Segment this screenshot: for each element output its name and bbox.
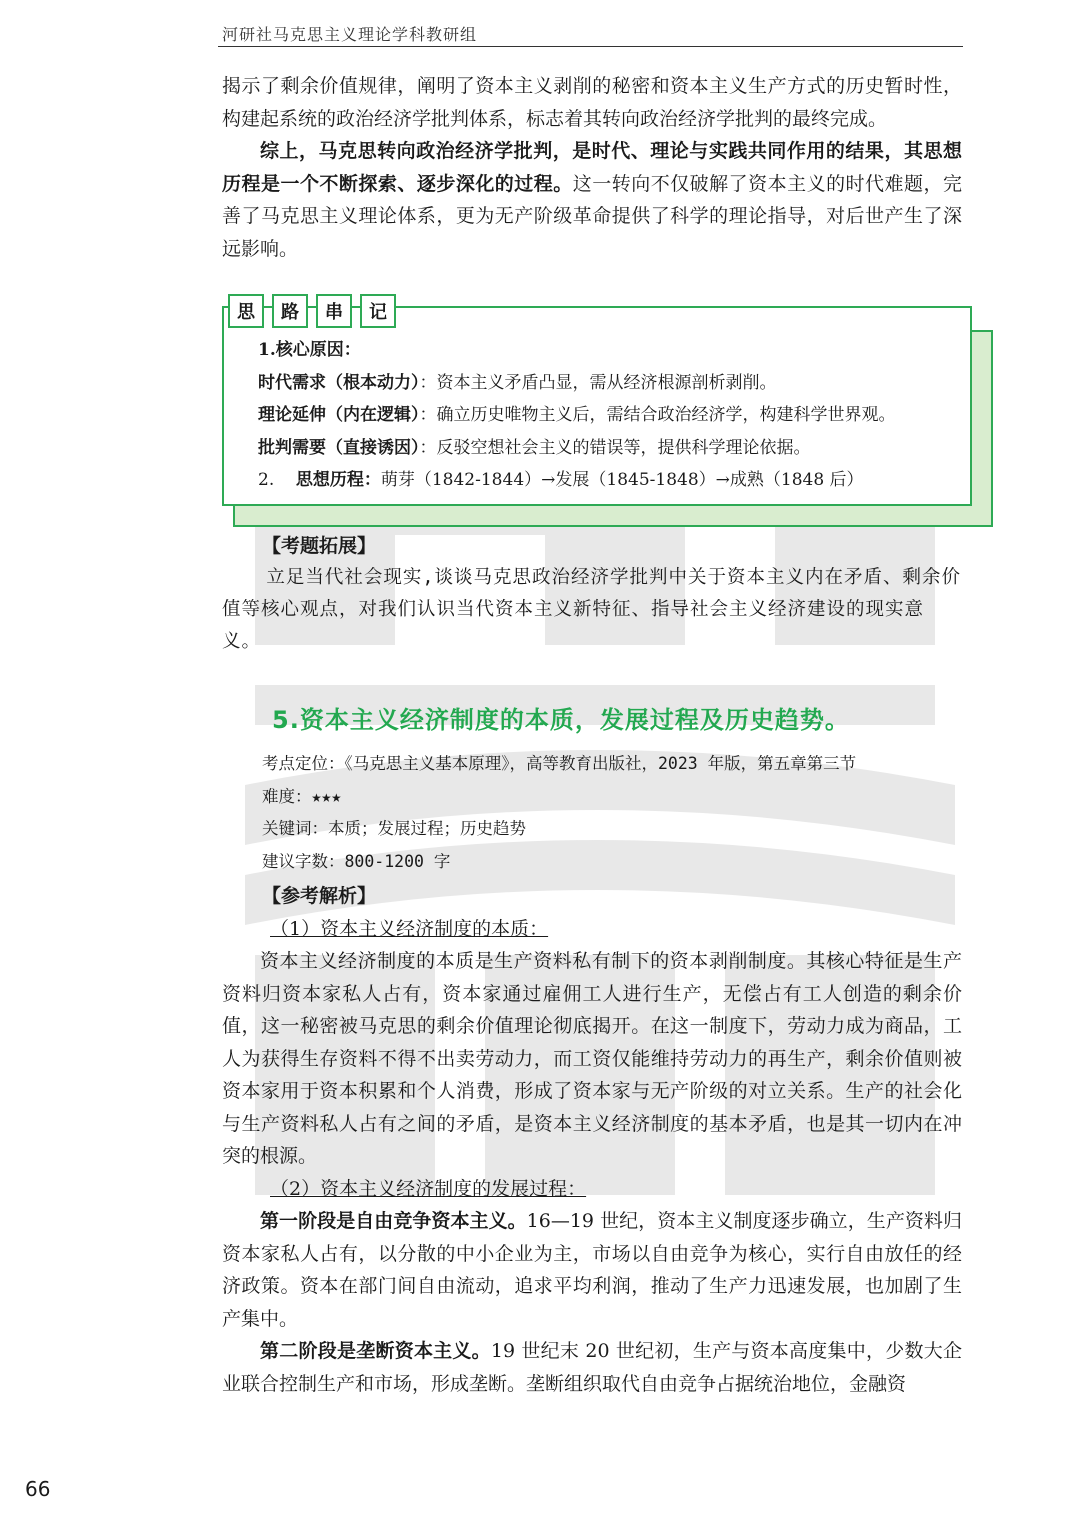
exam-extension-title: 【考题拓展】 [262,535,377,557]
summary-box-tabs [228,294,396,330]
intro-section [222,70,962,265]
question-word-count: 建议字数：800-1200 字 [262,851,451,871]
analysis-stage-1 [222,1205,962,1335]
summary-tab-2: 路 [272,294,308,328]
analysis-subheading-1 [222,913,962,946]
analysis-subheading-2-text: （2）资本主义经济制度的发展过程： [270,1177,587,1200]
summary-item-text: ：确立历史唯物主义后，需结合政治经济学，构建科学世界观。 [419,405,896,425]
stage-2-text: 19 世纪末 20 世纪初，生产与资本高度集中，少数大企业联合控制生产和市场，形成垄断。垄断组织取代自由竞争占据统治地位，金融资 [222,1340,962,1395]
intro-paragraph-2 [222,135,962,265]
intro-paragraph-1: 揭示了剩余价值规律，阐明了资本主义剥削的秘密和资本主义生产方式的历史暂时性，构建起系统的政治经济学批判体系，标志着其转向政治经济学批判的最终完成。 [222,75,962,130]
summary-item-label: 批判需要（直接诱因） [258,437,420,458]
summary-heading: 1.核心原因： [258,340,361,360]
stage-2-label: 第二阶段是垄断资本主义。 [260,1340,491,1362]
summary-tab-3: 串 [316,294,352,328]
analysis-subheading-2 [222,1173,962,1206]
analysis-paragraph-1: 资本主义经济制度的本质是生产资料私有制下的资本剥削制度。其核心特征是生产资料归资本家私人占有，资本家通过雇佣工人进行生产，无偿占有工人创造的剩余价值，这一秘密被马克思的剩余价值理论彻底揭开。在这一制度下，劳动力成为商品，工人为获得生存资料不得不出卖劳动力，而工资仅能维持劳动力的再生产，剩余价值则被资本家用于资本积累和个人消费，形成了资本家与无产阶级的对立关系。生产的社会化与生产资料私人占有之间的矛盾，是资本主义经济制度的基本矛盾，也是其一切内在冲突的根源。 [222,950,962,1167]
summary-item [258,432,968,465]
analysis-title: 【参考解析】 [262,885,377,907]
question-title: 5.资本主义经济制度的本质，发展过程及历史趋势。 [272,706,850,734]
summary-history-label: 思想历程： [295,470,381,490]
stage-1-label: 第一阶段是自由竞争资本主义。 [260,1210,527,1232]
summary-item [258,367,968,400]
summary-history [258,464,968,497]
summary-tab-4: 记 [360,294,396,328]
summary-history-num: 2. [258,470,275,490]
exam-extension-body: 立足当代社会现实,谈谈马克思政治经济学批判中关于资本主义内在矛盾、剩余价值等核心观点，对我们认识当代资本主义新特征、指导社会主义经济建设的现实意义。 [222,567,962,652]
summary-tab-1: 思 [228,294,264,328]
page-number: 66 [25,1477,51,1501]
intro-conclusion-bold: 综上，马克思转向政治经济学批判，是时代、理论与实践共同作用的结果，其思想历程是一个不断探索、逐步深化的过程。 [222,140,962,195]
analysis-stage-2 [222,1335,962,1400]
summary-item [258,399,968,432]
summary-item-label: 时代需求（根本动力） [258,372,420,393]
stage-1-text: 16—19 世纪，资本主义制度逐步确立，生产资料归资本家私人占有，以分散的中小企业为主，市场以自由竞争为核心，实行自由放任的经济政策。资本在部门间自由流动，追求平均利润，推动了生产力迅速发展，也加剧了生产集中。 [222,1210,962,1330]
question-meta [262,748,962,878]
question-keywords: 关键词：本质；发展过程；历史趋势 [262,819,526,838]
summary-box-content [258,334,968,497]
exam-extension [222,530,962,658]
summary-item-text: ：反驳空想社会主义的错误等，提供科学理论依据。 [419,437,811,458]
summary-item-text: ：资本主义矛盾凸显，需从经济根源剖析剥削。 [419,372,777,393]
reference-analysis [222,880,962,1400]
question-location: 考点定位：《马克思主义基本原理》，高等教育出版社，2023 年版，第五章第三节 [262,754,857,773]
header-divider [218,46,963,47]
question-difficulty: 难度：★★★ [262,786,342,806]
summary-history-text: 萌芽（1842-1844）→发展（1845-1848）→成熟（1848 后） [380,470,864,490]
intro-conclusion-rest: 这一转向不仅破解了资本主义的时代难题，完善了马克思主义理论体系，更为无产阶级革命提供了科学的理论指导，对后世产生了深远影响。 [222,172,962,260]
running-header: 河研社马克思主义理论学科教研组 [222,25,478,44]
summary-item-label: 理论延伸（内在逻辑） [258,405,420,425]
analysis-subheading-1-text: （1）资本主义经济制度的本质： [270,917,549,940]
